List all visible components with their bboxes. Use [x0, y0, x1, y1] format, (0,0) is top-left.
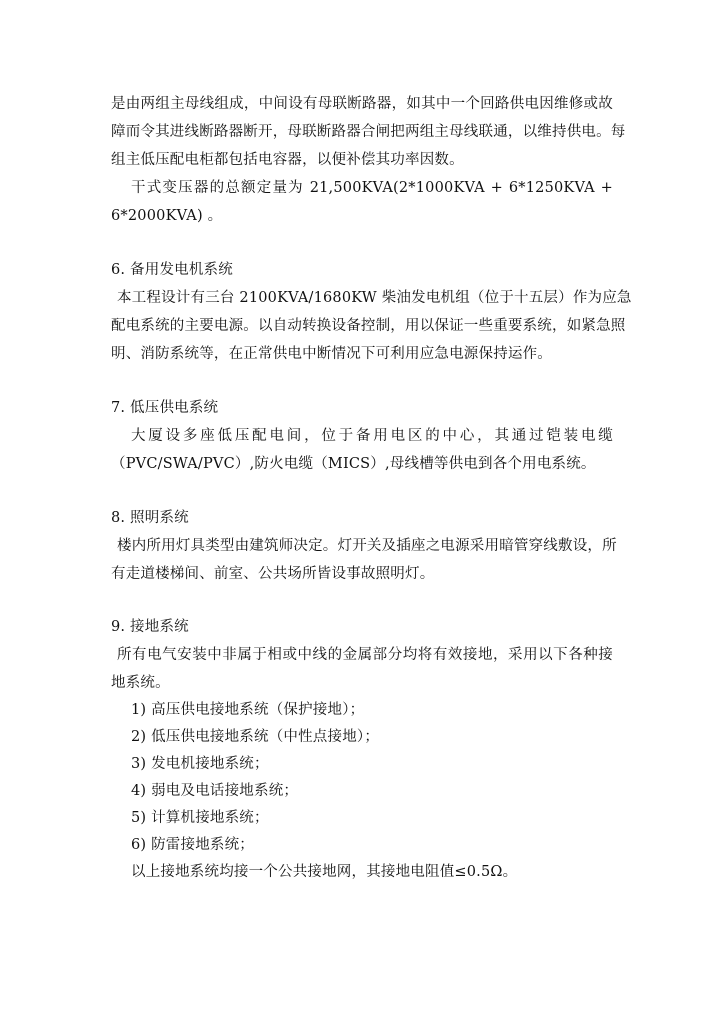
paragraph-line: 所有电气安装中非属于相或中线的金属部分均将有效接地，采用以下各种接 [117, 647, 613, 663]
paragraph-line: 配电系统的主要电源。以自动转换设备控制，用以保证一些重要系统，如紧急照 [111, 318, 626, 334]
paragraph-line: 以上接地系统均接一个公共接地网，其接地电阻值≤0.5Ω。 [131, 864, 518, 880]
list-item: 2) 低压供电接地系统（中性点接地）； [131, 729, 380, 745]
paragraph-line: 明、消防系统等，在正常供电中断情况下可利用应急电源保持运作。 [111, 346, 552, 362]
list-item: 5) 计算机接地系统； [131, 810, 269, 826]
paragraph-line: 障而令其进线断路器断开，母联断路器合闸把两组主母线联通，以维持供电。每 [111, 124, 626, 140]
paragraph-line: 组主低压配电柜都包括电容器，以便补偿其功率因数。 [111, 152, 464, 168]
section-heading: 7. 低压供电系统 [111, 400, 219, 416]
paragraph-line: 大厦设多座低压配电间，位于备用电区的中心，其通过铠装电缆 [131, 428, 613, 444]
paragraph-line: 地系统。 [111, 675, 170, 691]
section-heading: 6. 备用发电机系统 [111, 262, 233, 278]
list-item: 6) 防雷接地系统； [131, 837, 254, 853]
paragraph-line: 6*2000KVA) 。 [111, 208, 223, 224]
section-heading: 8. 照明系统 [111, 510, 189, 526]
list-item: 3) 发电机接地系统； [131, 756, 269, 772]
list-item: 4) 弱电及电话接地系统； [131, 783, 299, 799]
paragraph-line: 楼内所用灯具类型由建筑师决定。灯开关及插座之电源采用暗管穿线敷设，所 [117, 538, 617, 554]
list-item: 1) 高压供电接地系统（保护接地）； [131, 702, 365, 718]
section-heading: 9. 接地系统 [111, 619, 189, 635]
paragraph-line: 本工程设计有三台 2100KVA/1680KW 柴油发电机组（位于十五层）作为应急 [117, 290, 632, 306]
paragraph-line: 是由两组主母线组成，中间设有母联断路器，如其中一个回路供电因维修或故 [111, 96, 613, 112]
paragraph-line: 干式变压器的总额定量为 21,500KVA(2*1000KVA + 6*1250KVA + [131, 180, 613, 196]
paragraph-line: （PVC/SWA/PVC）,防火电缆（MICS）,母线槽等供电到各个用电系统。 [111, 456, 596, 472]
paragraph-line: 有走道楼梯间、前室、公共场所皆设事故照明灯。 [111, 566, 435, 582]
